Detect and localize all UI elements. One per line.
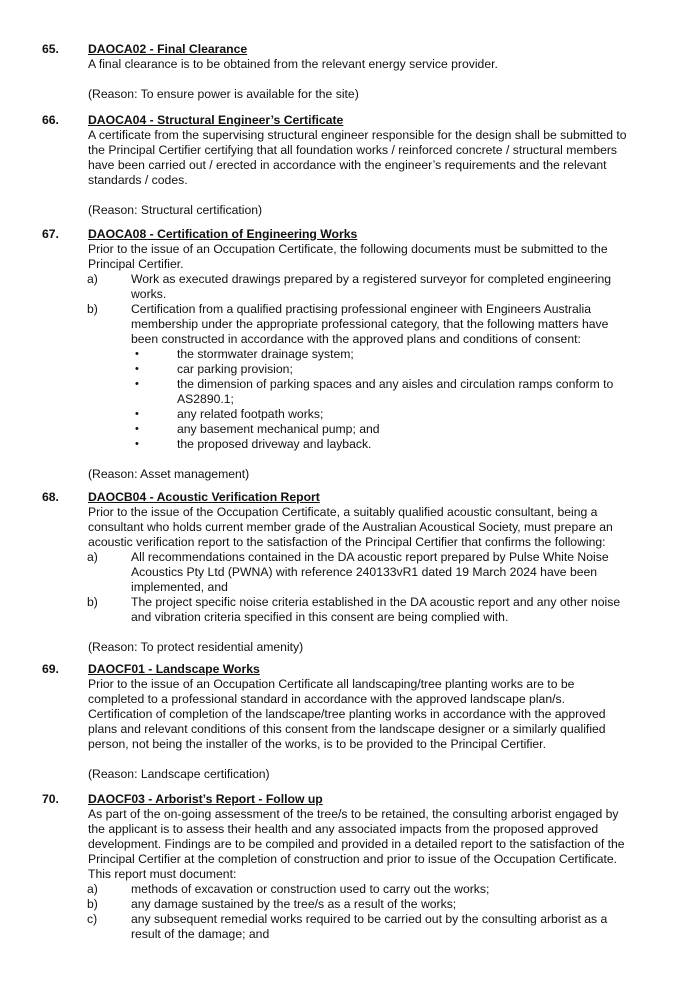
list-text-line: result of the damage; and [131,927,270,941]
bullet-icon: • [135,378,139,390]
list-text-line: The project specific noise criteria established in the DA acoustic report and any other noise [131,595,621,609]
list-label: b) [87,302,98,316]
condition-number: 66. [42,113,59,127]
list-text-line: Acoustics Pty Ltd (PWNA) with reference 240133vR1 dated 19 March 2024 have been [131,565,598,579]
condition-text-line: Prior to the issue of the Occupation Certificate, a suitably qualified acoustic consultant, being a [88,505,598,519]
condition-reason: (Reason: Landscape certification) [88,767,270,781]
condition-text-line: Principal Certifier. [88,257,184,271]
list-text-line: methods of excavation or construction used to carry out the works; [131,882,490,896]
condition-title: DAOCA04 - Structural Engineer’s Certificate [88,113,344,127]
condition-text-line: standards / codes. [88,173,188,187]
bullet-text: AS2890.1; [177,392,234,406]
condition-title: DAOCF01 - Landscape Works [88,662,260,676]
list-text-line: been constructed in accordance with the approved plans and conditions of consent: [131,332,581,346]
bullet-item [132,422,640,437]
bullet-item [132,407,640,422]
condition-text-line: A certificate from the supervising structural engineer responsible for the design shall be submitted to [88,128,627,142]
bullet-icon: • [135,363,139,375]
bullet-item [132,377,640,407]
condition-text-line: completed to a professional standard in accordance with the approved landscape plan/s. [88,692,565,706]
bullet-icon: • [135,348,139,360]
condition-text-line: have been carried out / erected in accordance with the engineer’s requirements and the relevant [88,158,607,172]
list-item [87,912,640,942]
list-text-line: any subsequent remedial works required to be carried out by the consulting arborist as a [131,912,608,926]
condition-reason: (Reason: To ensure power is available for the site) [88,87,359,101]
list-item [87,897,640,912]
condition-text-line: Prior to the issue of an Occupation Certificate all landscaping/tree planting works are to be [88,677,575,691]
list-item [87,550,640,595]
list-label: c) [87,912,98,926]
bullet-icon: • [135,423,139,435]
list-label: a) [87,550,98,564]
condition-title: DAOCA02 - Final Clearance [88,42,248,56]
list-item [87,595,640,625]
condition-text-line: As part of the on-going assessment of the tree/s to be retained, the consulting arborist engaged by [88,807,619,821]
condition-number: 69. [42,662,59,676]
list-item [87,882,640,897]
list-text-line: All recommendations contained in the DA acoustic report prepared by Pulse White Noise [131,550,609,564]
condition-text-line: Certification of completion of the landscape/tree planting works in accordance with the approved [88,707,606,721]
bullet-item [132,437,640,452]
bullet-icon: • [135,408,139,420]
list-text-line: Work as executed drawings prepared by a registered surveyor for completed engineering [131,272,612,286]
condition-text-line: acoustic verification report to the satisfaction of the Principal Certifier that confirms the following: [88,535,606,549]
bullet-text: any related footpath works; [177,407,324,421]
list-text-line: works. [131,287,167,301]
condition-text-line: development. Findings are to be compiled and provided in a detailed report to the satisfaction of the [88,837,625,851]
condition-text-line: This report must document: [88,867,237,881]
condition-text-line: consultant who holds current member grade of the Australian Acoustical Society, must prepare an [88,520,613,534]
condition-reason: (Reason: Structural certification) [88,203,263,217]
bullet-text: the proposed driveway and layback. [177,437,372,451]
condition-reason: (Reason: To protect residential amenity) [88,640,304,654]
list-text-line: and vibration criteria specified in this consent are being complied with. [131,610,509,624]
list-text-line: implemented, and [131,580,228,594]
condition-text-line: the applicant is to assess their health and any associated impacts from the proposed approved [88,822,599,836]
condition-text-line: the Principal Certifier certifying that all foundation works / reinforced concrete / structural members [88,143,618,157]
list-text-line: Certification from a qualified practising professional engineer with Engineers Australia [131,302,591,316]
bullet-text: the dimension of parking spaces and any aisles and circulation ramps conform to [177,377,614,391]
bullet-text: any basement mechanical pump; and [177,422,380,436]
list-text-line: membership under the appropriate professional category, that the following matters have [131,317,609,331]
list-label: a) [87,272,98,286]
bullet-item [132,362,640,377]
condition-number: 68. [42,490,59,504]
bullet-item [132,347,640,362]
list-label: b) [87,897,98,911]
condition-text: A final clearance is to be obtained from the relevant energy service provider. [88,57,498,71]
condition-number: 65. [42,42,59,56]
condition-title: DAOCB04 - Acoustic Verification Report [88,490,320,504]
condition-number: 70. [42,792,59,806]
condition-reason: (Reason: Asset management) [88,467,250,481]
condition-text-line: Principal Certifier at the completion of construction and prior to issue of the Occupation Certificate. [88,852,618,866]
list-label: a) [87,882,98,896]
bullet-text: the stormwater drainage system; [177,347,354,361]
bullet-icon: • [135,438,139,450]
bullet-text: car parking provision; [177,362,293,376]
condition-text-line: plans and relevant conditions of this consent from the landscape designer or a similarly qualified [88,722,606,736]
list-item [87,302,640,347]
list-label: b) [87,595,98,609]
condition-text-line: person, not being the installer of the works, is to be provided to the Principal Certifier. [88,737,546,751]
condition-title: DAOCA08 - Certification of Engineering Works [88,227,358,241]
list-text-line: any damage sustained by the tree/s as a result of the works; [131,897,457,911]
list-item [87,272,640,302]
condition-text-line: Prior to the issue of an Occupation Certificate, the following documents must be submitted to the [88,242,608,256]
condition-title: DAOCF03 - Arborist’s Report - Follow up [88,792,323,806]
condition-number: 67. [42,227,59,241]
